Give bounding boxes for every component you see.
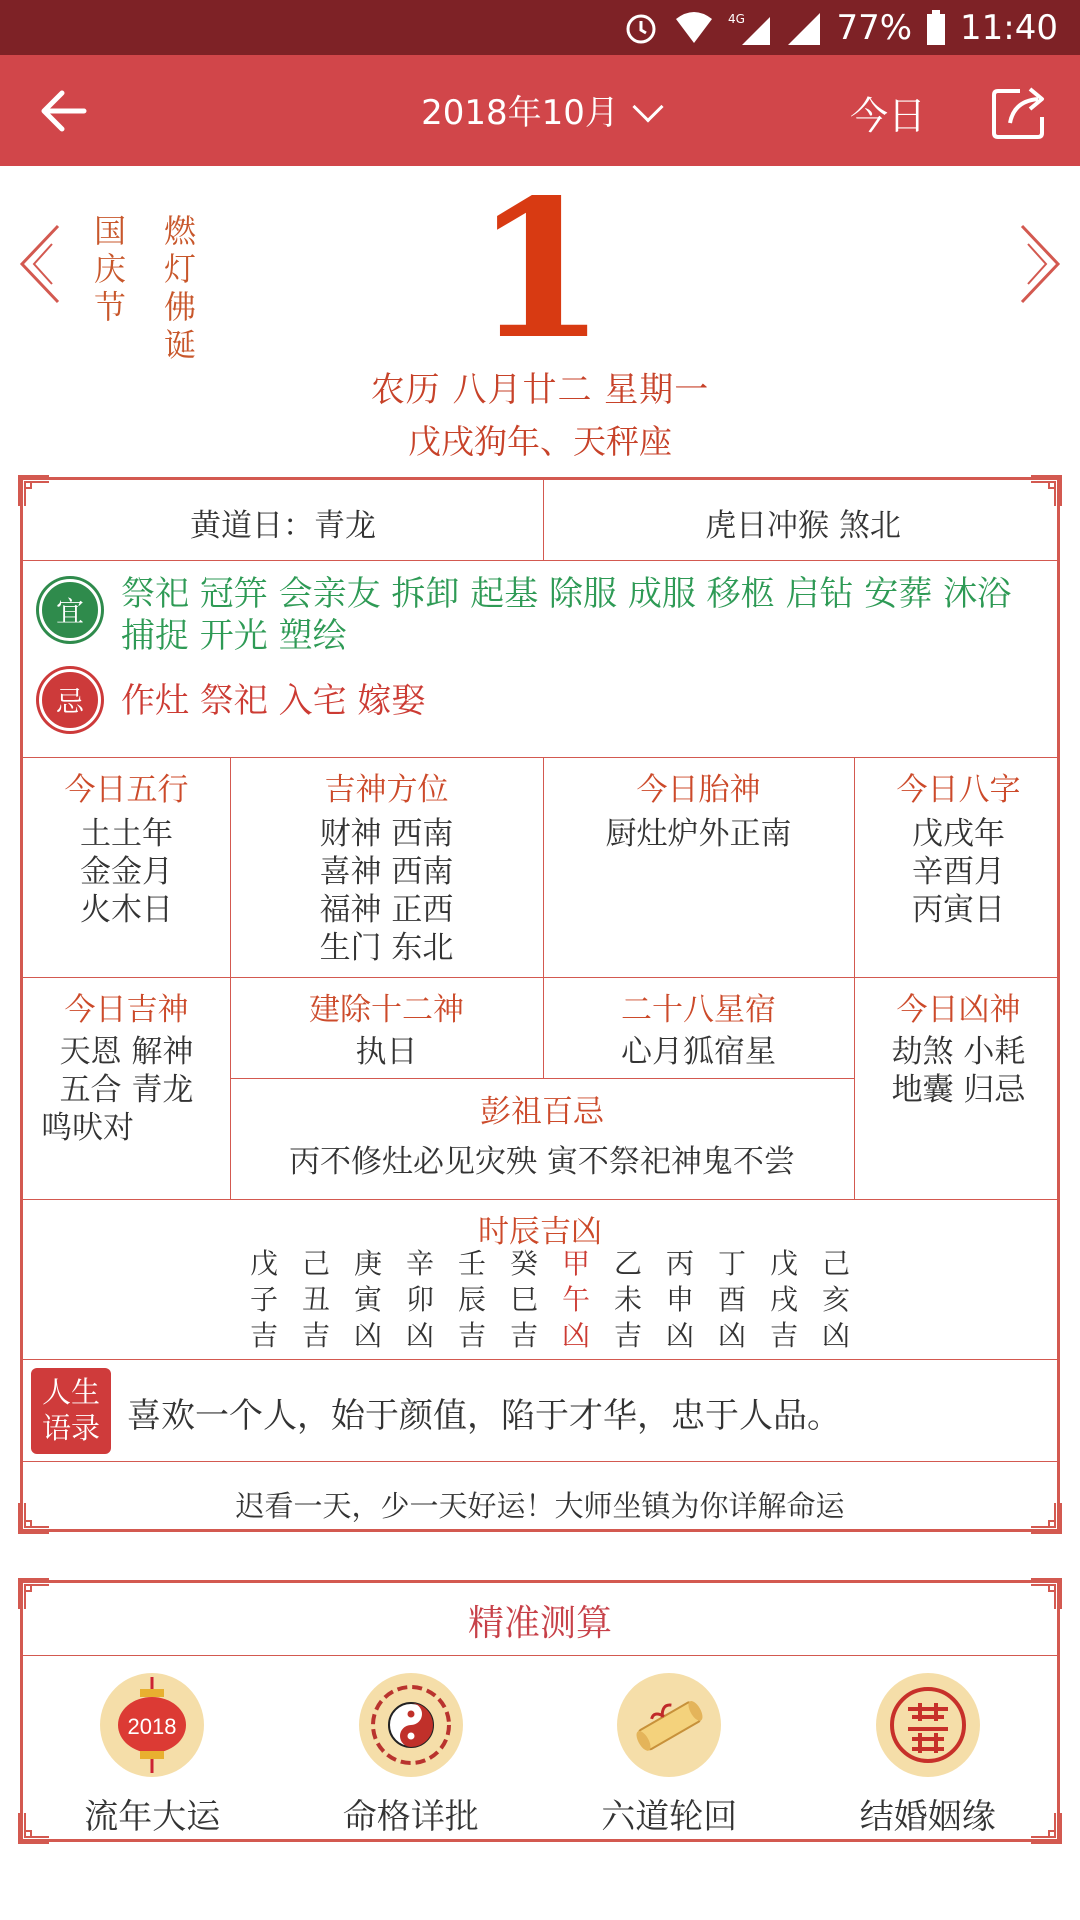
shichen-stem: 乙 [613,1247,642,1280]
shichen-branch: 酉 [717,1283,746,1316]
jishen-fangwei-box [230,764,543,967]
scroll-icon [617,1673,721,1777]
shichen-branch: 巳 [509,1283,538,1316]
huangdao-row [23,480,1057,560]
almanac-card [20,477,1060,1532]
share-icon [990,83,1050,139]
festival-national-day: 国庆节 [93,212,126,326]
shichen-stem: 己 [821,1247,850,1280]
fangwei-line: 生门 东北 [319,930,454,966]
jishen-line: 鸣吠对 [41,1110,134,1146]
shichen-luck: 吉 [457,1319,486,1352]
calc-item-destiny[interactable] [282,1673,541,1838]
wuxing-box [23,764,230,929]
shichen-stem: 癸 [509,1247,538,1280]
pengzu-text: 丙不修灶必见灾殃 寅不祭祀神鬼不尝 [289,1144,795,1180]
today-button[interactable]: 今日 [850,94,927,138]
chong-sha: 虎日冲猴 煞北 [705,508,901,544]
shichen-luck: 凶 [821,1319,850,1352]
shichen-luck: 凶 [717,1319,746,1352]
promo-link[interactable] [23,1461,1057,1535]
shichen-grid [238,1246,862,1354]
signal-icon [786,11,822,45]
quote-section [23,1359,1057,1461]
jianchu-title: 建除十二神 [309,992,464,1028]
fangwei-line: 财神 西南 [319,816,454,852]
next-day-button[interactable] [1016,222,1064,306]
jishen-title: 今日吉神 [64,992,189,1028]
shichen-branch: 辰 [457,1283,486,1316]
calc-item-label: 六道轮回 [601,1797,738,1837]
alarm-icon [622,9,660,47]
shichen-stem: 甲 [561,1247,590,1280]
shichen-branch: 寅 [353,1283,382,1316]
yi-ji-section [23,560,1057,757]
ji-badge-icon: 忌 [39,669,101,731]
fangwei-line: 福神 正西 [319,892,454,928]
shichen-title: 时辰吉凶 [478,1214,602,1250]
calc-item-yearly-fortune[interactable] [23,1673,282,1838]
bazi-line: 辛酉月 [912,854,1005,890]
double-happiness-icon [876,1673,980,1777]
share-button[interactable] [990,83,1050,139]
shichen-luck: 吉 [301,1319,330,1352]
calc-title: 精准测算 [467,1603,612,1644]
shichen-stem: 戊 [249,1247,278,1280]
xingxiu-box [543,984,854,1071]
jianchu-text: 执日 [355,1034,418,1070]
festival-buddha-day: 燃灯佛诞 [163,212,196,364]
shichen-luck: 凶 [665,1319,694,1352]
wuxing-line: 金金月 [80,854,173,890]
shichen-luck: 凶 [353,1319,382,1352]
shichen-stem: 庚 [353,1247,382,1280]
calc-item-reincarnation[interactable] [540,1673,799,1838]
xiongshen-line: 地囊 归忌 [891,1072,1026,1108]
battery-icon [926,10,946,46]
shichen-luck: 凶 [561,1319,590,1352]
ji-list: 作灶 祭祀 入宅 嫁娶 [121,681,426,721]
info-grid-row1 [23,757,1057,977]
calc-item-marriage[interactable] [799,1673,1058,1838]
jishen-line: 天恩 解神 [59,1034,194,1070]
bazi-line: 戊戌年 [912,816,1005,852]
wuxing-line: 火木日 [80,892,173,928]
yi-list: 祭祀 冠笄 会亲友 拆卸 起基 除服 成服 移柩 启钻 安葬 沐浴 捕捉 开光 塑绘 [121,574,1012,656]
quote-text: 喜欢一个人，始于颜值，陷于才华，忠于人品。 [127,1396,841,1436]
lantern-year: 2018 [127,1714,177,1739]
calc-card [20,1580,1060,1842]
lantern-2018-icon [100,1673,204,1777]
shichen-branch: 未 [613,1283,642,1316]
shichen-stem: 丙 [665,1247,694,1280]
jishen-line: 五合 青龙 [59,1072,194,1108]
shichen-branch: 申 [665,1283,694,1316]
status-bar [0,0,1080,55]
shichen-luck: 吉 [249,1319,278,1352]
xingxiu-text: 心月狐宿星 [621,1034,776,1070]
shichen-stem: 己 [301,1247,330,1280]
xiongshen-title: 今日凶神 [896,992,1021,1028]
pengzu-title: 彭祖百忌 [480,1094,604,1130]
wuxing-title: 今日五行 [64,772,189,808]
lunar-date: 农历 八月廿二 星期一 [370,370,710,410]
calc-item-label: 流年大运 [84,1797,221,1837]
shichen-stem: 辛 [405,1247,434,1280]
wuxing-line: 土土年 [80,816,173,852]
shichen-section [23,1199,1057,1359]
day-number: 1 [473,158,607,381]
xiongshen-box [854,984,1063,1109]
shichen-branch: 午 [561,1283,590,1316]
jishen-box [23,984,230,1147]
huangdao-day: 黄道日：青龙 [190,508,376,544]
shichen-branch: 子 [249,1283,278,1316]
shichen-luck: 吉 [613,1319,642,1352]
bazi-title: 今日八字 [896,772,1021,808]
shichen-luck: 凶 [405,1319,434,1352]
month-label: 2018年10月 [421,93,619,133]
shichen-branch: 卯 [405,1283,434,1316]
wifi-icon [674,11,714,45]
bagua-icon [359,1673,463,1777]
xiongshen-line: 劫煞 小耗 [891,1034,1026,1070]
mobile-data-icon [728,9,772,47]
bazi-line: 丙寅日 [912,892,1005,928]
taishen-text: 厨灶炉外正南 [605,816,792,852]
taishen-box [543,764,854,853]
fangwei-line: 喜神 西南 [319,854,454,890]
shichen-stem: 丁 [717,1247,746,1280]
shichen-branch: 戌 [769,1283,798,1316]
yi-badge-icon: 宜 [39,579,101,641]
jianchu-box [230,984,543,1071]
chevron-down-icon [632,91,663,122]
app-bar [0,55,1080,166]
shichen-luck: 吉 [509,1319,538,1352]
info-grid-row2 [23,977,1057,1199]
clock: 11:40 [960,8,1058,48]
pengzu-box [230,1086,854,1181]
calc-item-label: 结婚姻缘 [859,1797,996,1837]
quote-badge: 人生语录 [31,1368,111,1454]
jishen-fangwei-title: 吉神方位 [324,772,449,808]
shichen-branch: 丑 [301,1283,330,1316]
network-type: 4G [728,12,746,26]
shichen-stem: 壬 [457,1247,486,1280]
ganzhi-year: 戊戌狗年、天秤座 [408,422,672,461]
day-header [0,158,1080,476]
shichen-stem: 戊 [769,1247,798,1280]
promo-text: 迟看一天，少一天好运！大师坐镇为你详解命运 [235,1489,845,1523]
taishen-title: 今日胎神 [636,772,761,808]
calc-item-label: 命格详批 [342,1797,479,1837]
bazi-box [854,764,1063,929]
shichen-luck: 吉 [769,1319,798,1352]
xingxiu-title: 二十八星宿 [621,992,776,1028]
battery-percent: 77% [836,8,913,48]
shichen-branch: 亥 [821,1283,850,1316]
